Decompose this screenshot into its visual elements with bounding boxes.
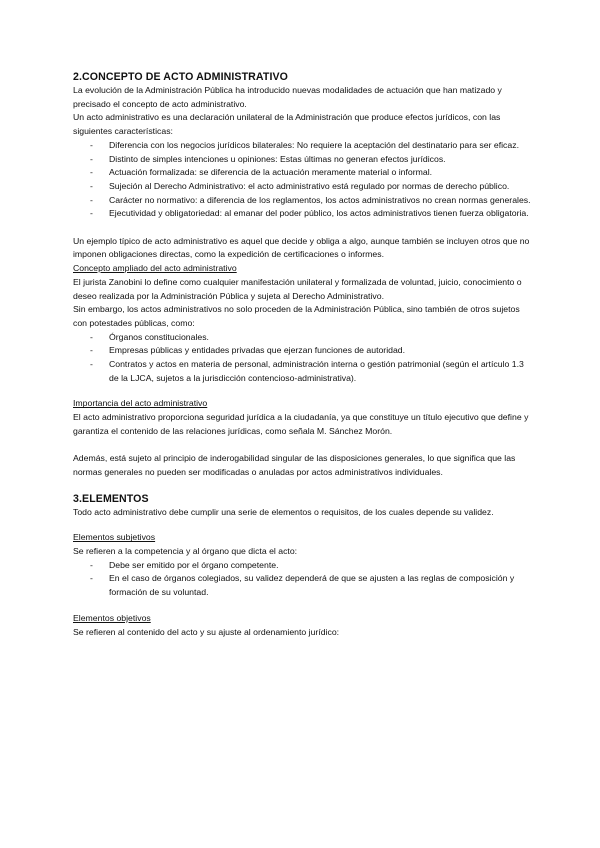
list-item: - Contratos y actos en materia de personal, administración interna o gestión patrimonial (según el artículo 1.3 de la LJCA, sujetos a la jurisdicción contencioso-administrativa).: [73, 358, 533, 385]
section-3-title: 3.ELEMENTOS: [73, 492, 149, 505]
inderogabilidad-paragraph: Además, está sujeto al principio de inderogabilidad singular de las disposiciones generales, lo que significa que las normas generales no pueden ser modificadas o anuladas por actos administrativos individuales.: [73, 453, 516, 477]
section-3-intro-paragraph: Todo acto administrativo debe cumplir una serie de elementos o requisitos, de los cuales depende su validez.: [73, 506, 494, 517]
zanobini-paragraph: El jurista Zanobini lo define como cualquier manifestación unilateral y formalizada de voluntad, juicio, conocimiento o deseo realizada por la Administración Pública y sujeta al Derecho Administrativo.: [73, 276, 522, 301]
list-item: - Carácter no normativo: a diferencia de los reglamentos, los actos administrativos no crean normas generales.: [73, 194, 533, 208]
list-item: - Ejecutividad y obligatoriedad: al emanar del poder público, los actos administrativos tienen fuerza obligatoria.: [73, 207, 533, 221]
subheading-elementos-subjetivos: Elementos subjetivos: [73, 532, 156, 543]
importance-paragraph: El acto administrativo proporciona seguridad jurídica a la ciudadanía, ya que constituye un título ejecutivo que define y garantiza el contenido de las relaciones jurídicas, como señala M. Sánchez Morón.: [73, 412, 529, 436]
subheading-elementos-objetivos: Elementos objetivos: [73, 612, 151, 623]
subjective-elements-paragraph: Se refieren a la competencia y al órgano que dicta el acto:: [73, 546, 298, 557]
example-paragraph: Un ejemplo típico de acto administrativo es aquel que decide y obliga a algo, aunque también se incluyen otros que no imponen obligaciones directas, como la expedición de certificaciones o informes.: [73, 235, 530, 260]
section-2-definition-paragraph: Un acto administrativo es una declaración unilateral de la Administración que produce efectos jurídicos, con las siguientes características:: [73, 112, 501, 137]
other-subjects-paragraph: Sin embargo, los actos administrativos no solo proceden de la Administración Pública, sino también de otros sujetos con potestades públicas, como:: [73, 304, 520, 328]
list-item: - Sujeción al Derecho Administrativo: el acto administrativo está regulado por normas de derecho público.: [73, 180, 533, 194]
list-item: - Distinto de simples intenciones u opiniones: Estas últimas no generan efectos jurídicos.: [73, 153, 533, 167]
list-item: - Diferencia con los negocios jurídicos bilaterales: No requiere la aceptación del destinatario para ser eficaz.: [73, 139, 533, 153]
list-item: - Órganos constitucionales.: [73, 331, 533, 345]
subjective-elements-list: [73, 559, 533, 600]
section-2-intro-paragraph: La evolución de la Administración Pública ha introducido nuevas modalidades de actuación que han matizado y precisado el concepto de acto administrativo.: [73, 85, 502, 109]
list-item: - Debe ser emitido por el órgano competente.: [73, 559, 533, 573]
objective-elements-paragraph: Se refieren al contenido del acto y su ajuste al ordenamiento jurídico:: [73, 626, 340, 637]
subheading-importancia: Importancia del acto administrativo: [73, 398, 208, 409]
list-item: - Empresas públicas y entidades privadas que ejerzan funciones de autoridad.: [73, 344, 533, 358]
list-item: - Actuación formalizada: se diferencia de la actuación meramente material o informal.: [73, 166, 533, 180]
list-item: - En el caso de órganos colegiados, su validez dependerá de que se ajusten a las reglas de composición y formación de su voluntad.: [73, 572, 533, 599]
characteristics-list: [73, 139, 533, 221]
public-subjects-list: [73, 331, 533, 386]
section-2-title: 2.CONCEPTO DE ACTO ADMINISTRATIVO: [73, 71, 288, 83]
document-page: [73, 70, 533, 639]
subheading-concepto-ampliado: Concepto ampliado del acto administrativo: [73, 263, 237, 274]
